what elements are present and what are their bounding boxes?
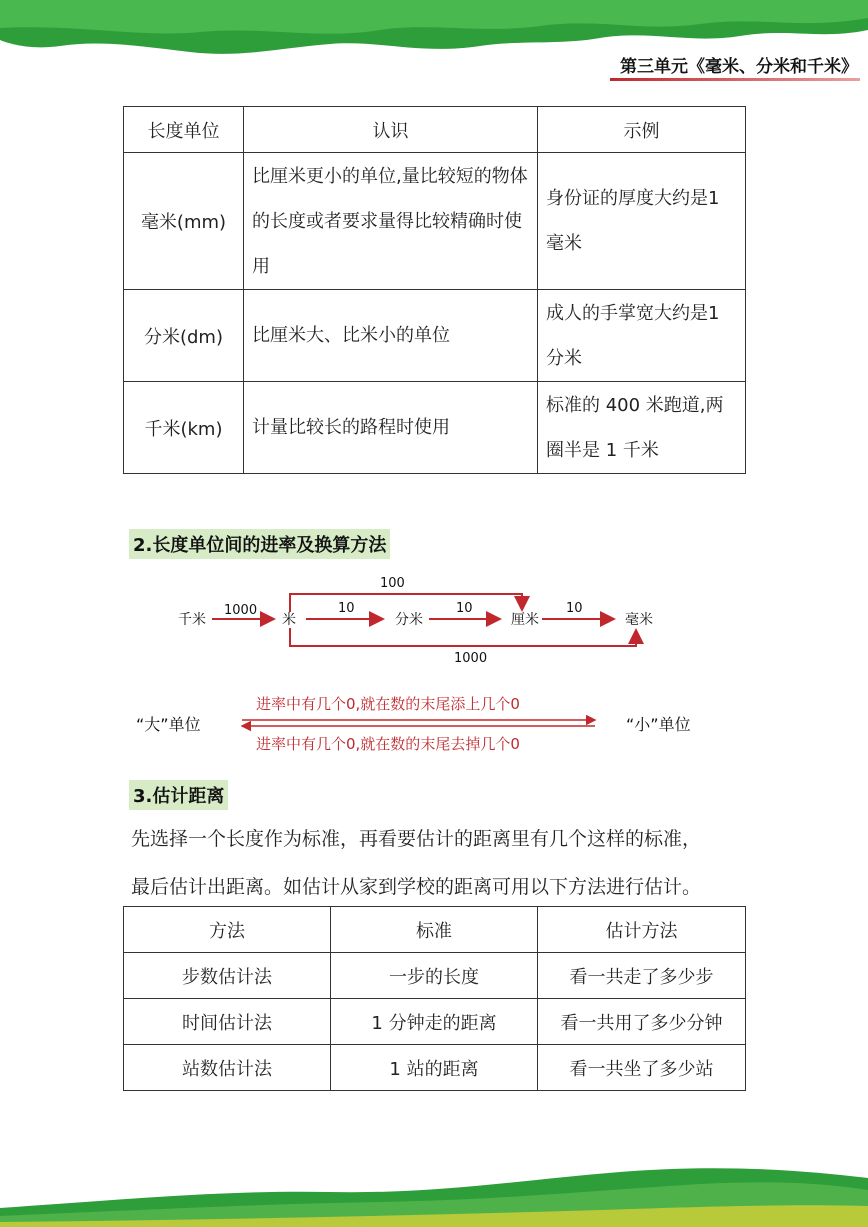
paragraph-line: 先选择一个长度作为标准，再看要估计的距离里有几个这样的标准， <box>131 828 702 850</box>
table-header: 估计方法 <box>538 907 746 953</box>
rate-label: 10 <box>456 601 473 616</box>
unit-label: 分米 <box>395 612 423 628</box>
table-cell: 计量比较长的路程时使用 <box>244 382 538 474</box>
table-cell: 看一共坐了多少站 <box>538 1045 746 1091</box>
unit-label: 厘米 <box>511 612 539 628</box>
table-cell: 步数估计法 <box>124 953 331 999</box>
table-cell: 成人的手掌宽大约是1 分米 <box>538 290 746 382</box>
rule-text-multiply: 进率中有几个0,就在数的末尾添上几个0 <box>256 695 520 713</box>
table-header: 示例 <box>538 107 746 153</box>
table-cell: 1 分钟走的距离 <box>331 999 538 1045</box>
arrow <box>290 594 522 612</box>
length-units-table <box>123 106 746 474</box>
table-cell: 千米(km) <box>124 382 244 474</box>
table-cell: 身份证的厚度大约是1 毫米 <box>538 153 746 290</box>
small-unit-label: “小”单位 <box>626 715 691 734</box>
table-cell: 比厘米更小的单位,量比较短的物体的长度或者要求量得比较精确时使用 <box>244 153 538 290</box>
bottom-grass-banner <box>0 1150 868 1227</box>
table-cell: 分米(dm) <box>124 290 244 382</box>
section-title: 2.长度单位间的进率及换算方法 <box>129 529 390 559</box>
unit-label: 米 <box>282 612 296 628</box>
table-cell: 标准的 400 米跑道,两圈半是 1 千米 <box>538 382 746 474</box>
rule-diagram <box>130 688 720 758</box>
rate-label: 10 <box>338 601 355 616</box>
arrow <box>290 628 636 646</box>
table-header: 标准 <box>331 907 538 953</box>
big-unit-label: “大”单位 <box>136 715 201 734</box>
rate-label: 1000 <box>454 651 488 666</box>
chapter-title: 第三单元《毫米、分米和千米》 <box>620 57 858 77</box>
paragraph-line: 最后估计出距离。如估计从家到学校的距离可用以下方法进行估计。 <box>131 876 702 898</box>
table-cell: 1 站的距离 <box>331 1045 538 1091</box>
rule-text-divide: 进率中有几个0,就在数的末尾去掉几个0 <box>256 735 520 753</box>
section-title: 3.估计距离 <box>129 780 228 810</box>
unit-label: 千米 <box>178 612 206 628</box>
table-cell: 站数估计法 <box>124 1045 331 1091</box>
rate-label: 1000 <box>224 603 258 618</box>
table-header: 认识 <box>244 107 538 153</box>
distance-estimation-table <box>123 906 746 1091</box>
conversion-diagram <box>170 570 670 670</box>
table-cell: 比厘米大、比米小的单位 <box>244 290 538 382</box>
table-cell: 毫米(mm) <box>124 153 244 290</box>
table-cell: 一步的长度 <box>331 953 538 999</box>
table-header: 长度单位 <box>124 107 244 153</box>
table-cell: 看一共走了多少步 <box>538 953 746 999</box>
rate-label: 10 <box>566 601 583 616</box>
table-cell: 时间估计法 <box>124 999 331 1045</box>
unit-label: 毫米 <box>625 612 653 628</box>
table-cell: 看一共用了多少分钟 <box>538 999 746 1045</box>
table-header: 方法 <box>124 907 331 953</box>
rate-label: 100 <box>380 576 405 591</box>
header-underline <box>610 78 860 81</box>
